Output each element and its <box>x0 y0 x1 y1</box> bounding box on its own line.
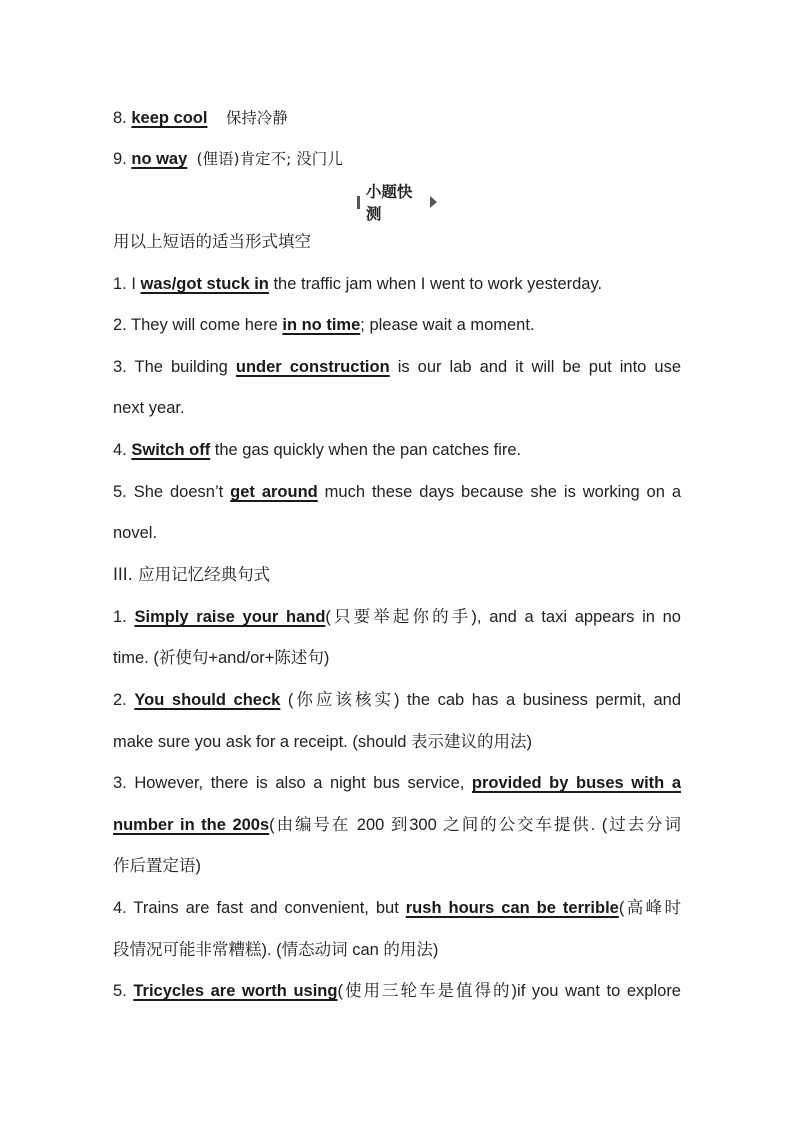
answer-text: provided by buses with a <box>471 774 682 792</box>
question-text: the traffic jam when I went to work yesterday. <box>268 275 603 293</box>
question-text: 3. The building <box>113 358 236 376</box>
question-text: is our lab and it will be put into use <box>389 358 681 376</box>
quiz-label-text: 小题快测 <box>365 183 413 223</box>
sentence-text: (只要举起你的手), and a taxi appears in no <box>325 608 681 626</box>
sentence-1 <box>113 606 681 628</box>
sentence-text: (由编号在 200 到300 之间的公交车提供. (过去分词 <box>269 816 681 834</box>
question-text: 2. They will come here <box>113 316 283 334</box>
sentence-3-line-2 <box>113 814 681 836</box>
answer-text: under construction <box>235 358 390 376</box>
item-number: 8. <box>113 109 127 127</box>
answer-text: Switch off <box>131 441 211 459</box>
section-heading: III. 应用记忆经典句式 <box>113 565 271 584</box>
answer-text: keep cool <box>131 109 208 127</box>
sentence-text: (你应该核实) the cab has a business permit, and <box>280 691 681 709</box>
sentence-text: 4. Trains are fast and convenient, but <box>113 899 406 917</box>
phrase-meaning: 保持冷静 <box>225 109 288 127</box>
question-text: much these days because she is working on a <box>317 483 682 501</box>
fill-q1 <box>113 273 681 295</box>
phrase-9 <box>113 148 681 170</box>
answer-text: was/got stuck in <box>140 275 269 293</box>
answer-text: Simply raise your hand <box>134 608 326 626</box>
fill-q3 <box>113 356 681 378</box>
fill-q2 <box>113 314 681 336</box>
bar-marker-icon <box>357 196 360 209</box>
sentence-continuation: time. (祈使句+and/or+陈述句) <box>113 649 330 667</box>
phrase-meaning: (俚语)肯定不; 没门儿 <box>196 150 343 168</box>
answer-text: in no time <box>282 316 361 334</box>
sentence-3 <box>113 772 681 794</box>
fill-q5 <box>113 481 681 503</box>
answer-text: rush hours can be terrible <box>405 899 619 917</box>
sentence-text: 3. However, there is also a night bus service, <box>113 774 472 792</box>
sentence-4 <box>113 897 681 919</box>
question-continuation: novel. <box>113 524 158 542</box>
question-text: 5. She doesn’t <box>113 483 231 501</box>
sentence-2 <box>113 689 681 711</box>
sentence-continuation: 段情况可能非常糟糕). (情态动词 can 的用法) <box>113 941 439 959</box>
sentence-5 <box>113 980 681 1002</box>
question-text: 1. I <box>113 275 141 293</box>
question-text: the gas quickly when the pan catches fire. <box>210 441 522 459</box>
answer-text: no way <box>131 150 188 168</box>
sentence-text: 2. <box>113 691 135 709</box>
sentence-text: (使用三轮车是值得的)if you want to explore <box>337 982 681 1000</box>
phrase-8 <box>113 107 681 129</box>
sentence-text: (高峰时 <box>618 899 681 917</box>
question-text: 4. <box>113 441 132 459</box>
quiz-section-label <box>357 183 437 223</box>
sentence-continuation: 作后置定语) <box>113 857 201 875</box>
question-text: ; please wait a moment. <box>360 316 535 334</box>
answer-text: get around <box>230 483 318 501</box>
triangle-marker-icon <box>430 196 437 208</box>
sentence-text: 5. <box>113 982 134 1000</box>
fill-q4 <box>113 439 681 461</box>
instruction-text: 用以上短语的适当形式填空 <box>113 232 311 251</box>
answer-text: You should check <box>134 691 281 709</box>
sentence-text: 1. <box>113 608 135 626</box>
question-continuation: next year. <box>113 399 185 417</box>
sentence-continuation: make sure you ask for a receipt. (should 表示建议的用法) <box>113 733 533 751</box>
item-number: 9. <box>113 150 127 168</box>
answer-text: number in the 200s <box>113 816 270 834</box>
answer-text: Tricycles are worth using <box>133 982 338 1000</box>
